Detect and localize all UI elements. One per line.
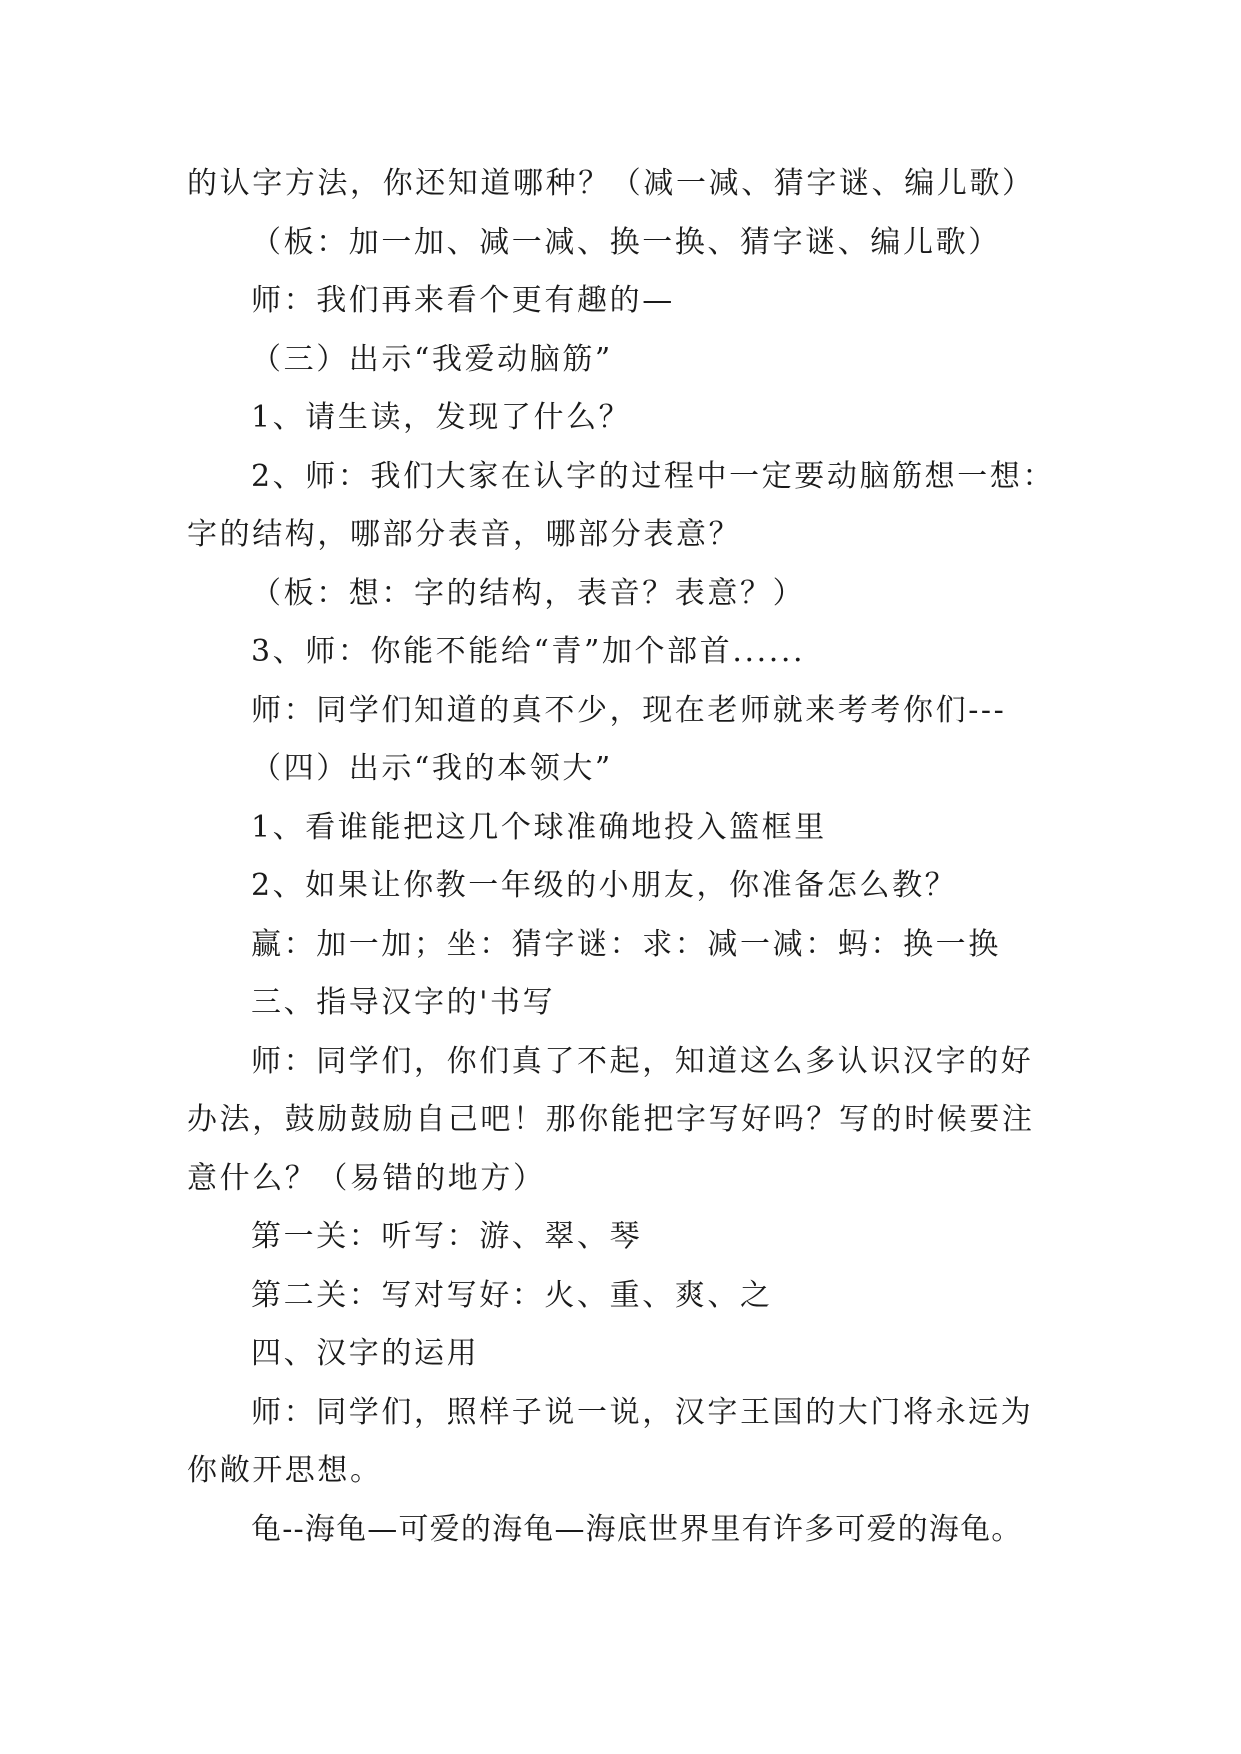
text-line: 1、看谁能把这几个球准确地投入篮框里: [251, 809, 827, 845]
text-line: 第二关：写对写好：火、重、爽、之: [251, 1277, 773, 1313]
text-line: 赢：加一加；坐：猜字谜：求：减一减：蚂：换一换: [251, 926, 1001, 962]
text-line: 办法，鼓励鼓励自己吧！那你能把字写好吗？写的时候要注: [187, 1102, 1035, 1137]
text-line: 师：我们再来看个更有趣的—: [251, 283, 675, 318]
text-line: 第一关：听写：游、翠、琴: [251, 1219, 643, 1254]
text-line: 2、如果让你教一年级的小朋友，你准备怎么教？: [251, 868, 958, 903]
text-line: 1、请生读，发现了什么？: [251, 400, 632, 435]
text-line: 意什么？（易错的地方）: [187, 1160, 546, 1196]
section-heading: （四）出示“我的本领大”: [251, 751, 613, 786]
text-line: （板：加一加、减一减、换一换、猜字谜、编儿歌）: [251, 224, 1001, 260]
section-heading: 三、指导汉字的'书写: [251, 985, 556, 1020]
text-line: 3、师：你能不能给“青”加个部首......: [251, 634, 806, 669]
text-line: 2、师：我们大家在认字的过程中一定要动脑筋想一想：: [251, 458, 1056, 494]
text-line: 的认字方法，你还知道哪种？（减一减、猜字谜、编儿歌）: [187, 166, 1035, 201]
text-line: 龟--海龟—可爱的海龟—海底世界里有许多可爱的海龟。: [251, 1511, 1023, 1547]
text-line: 师：同学们，你们真了不起，知道这么多认识汉字的好: [251, 1043, 1034, 1079]
text-line: 师：同学们知道的真不少，现在老师就来考考你们---: [251, 692, 1007, 728]
text-line: 你敞开思想。: [187, 1453, 383, 1488]
text-line: （板：想：字的结构，表音？表意？）: [251, 575, 806, 611]
section-heading: 四、汉字的运用: [251, 1336, 480, 1371]
document-body: [187, 155, 1067, 1559]
section-heading: （三）出示“我爱动脑筋”: [251, 341, 613, 377]
text-line: 字的结构，哪部分表音，哪部分表意？: [187, 517, 742, 552]
text-line: 师：同学们，照样子说一说，汉字王国的大门将永远为: [251, 1394, 1034, 1430]
